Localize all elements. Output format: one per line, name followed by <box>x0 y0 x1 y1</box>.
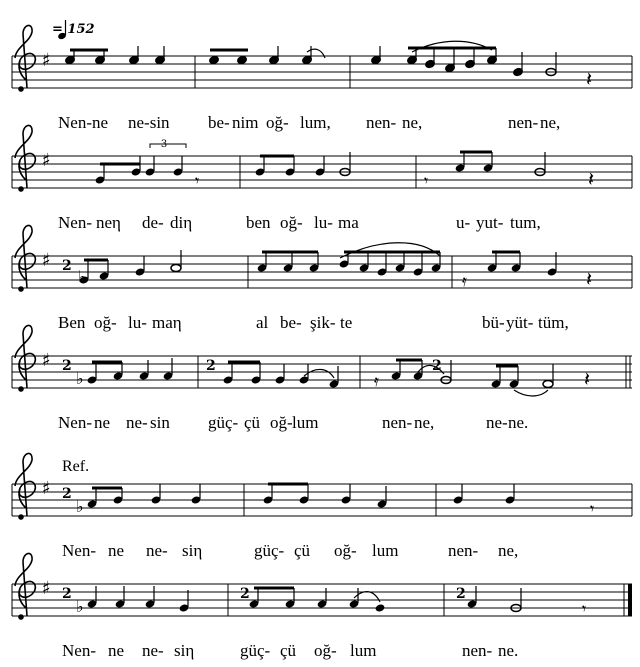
lyric-syllable: Nen- <box>62 641 96 660</box>
lyric-syllable: ne, <box>414 413 435 432</box>
lyric-syllable: tüm, <box>538 313 569 332</box>
svg-text:♯: ♯ <box>42 350 51 371</box>
svg-text:♭: ♭ <box>76 597 84 616</box>
treble-clef-icon <box>15 25 35 91</box>
lyric-syllable: oğ- <box>266 113 289 132</box>
svg-text:𝄾: 𝄾 <box>195 171 200 190</box>
lyric-syllable: ne <box>108 541 125 560</box>
lyric-syllable: Ben <box>58 313 86 332</box>
lyric-syllable: güç- <box>254 541 285 560</box>
svg-text:𝄽: 𝄽 <box>586 267 593 291</box>
svg-text:2: 2 <box>206 358 216 374</box>
svg-text:𝄾: 𝄾 <box>590 499 595 518</box>
lyric-syllable: maη <box>152 313 182 332</box>
lyric-syllable: al <box>256 313 269 332</box>
svg-text:2: 2 <box>240 586 250 602</box>
staff-system-6 <box>12 553 632 619</box>
lyric-syllable: çü <box>294 541 311 560</box>
lyric-syllable: lum <box>372 541 399 560</box>
lyric-syllable: be- <box>280 313 302 332</box>
svg-text:♯: ♯ <box>42 250 51 271</box>
lyric-syllable: lum <box>292 413 319 432</box>
svg-text:𝄽: 𝄽 <box>584 367 591 391</box>
lyric-syllable: diη <box>170 213 193 232</box>
lyric-syllable: lu- <box>128 313 147 332</box>
lyric-syllable: ne- <box>126 413 148 432</box>
lyric-syllable: ne <box>94 413 111 432</box>
lyric-syllable: nim <box>232 113 259 132</box>
tempo-value: = 152 <box>52 22 95 37</box>
tempo-marking <box>52 22 95 37</box>
lyric-syllable: nen- <box>366 113 397 132</box>
lyric-syllable: yut- <box>476 213 504 232</box>
lyric-syllable: şik- <box>310 313 336 332</box>
lyric-syllable: çü <box>244 413 261 432</box>
lyric-syllable: Nen-ne <box>58 113 109 132</box>
quarter-rest-icon: 𝄽 <box>586 67 593 91</box>
lyric-syllable: ne, <box>402 113 423 132</box>
lyric-syllable: oğ- <box>280 213 303 232</box>
lyric-syllable: oğ- <box>270 413 293 432</box>
staff-system-1 <box>12 25 632 91</box>
lyric-syllable: neη <box>96 213 121 232</box>
refrain-label: Ref. <box>62 458 90 475</box>
lyric-syllable: Nen- <box>58 413 92 432</box>
lyric-syllable: siη <box>174 641 195 660</box>
lyric-syllable: ne-sin <box>128 113 170 132</box>
lyric-syllable: ne. <box>498 641 519 660</box>
svg-text:𝄿: 𝄿 <box>374 371 379 390</box>
svg-text:𝄿: 𝄿 <box>462 271 467 290</box>
lyric-syllable: güç- <box>208 413 239 432</box>
lyric-syllable: lum <box>350 641 377 660</box>
lyric-syllable: güç- <box>240 641 271 660</box>
lyric-syllable: oğ- <box>94 313 117 332</box>
svg-text:2: 2 <box>62 486 72 502</box>
svg-text:𝄽: 𝄽 <box>588 167 595 191</box>
lyric-syllable: oğ- <box>314 641 337 660</box>
lyric-syllable: ne, <box>540 113 561 132</box>
key-sharp-icon: ♯ <box>42 50 51 71</box>
svg-text:♭: ♭ <box>76 369 84 388</box>
lyric-syllable: sin <box>150 413 170 432</box>
lyric-syllable: ne. <box>508 413 529 432</box>
svg-text:2: 2 <box>432 358 442 374</box>
lyric-syllable: de- <box>142 213 164 232</box>
lyric-syllable: bü- <box>482 313 505 332</box>
svg-text:𝄾: 𝄾 <box>582 599 587 618</box>
lyric-syllable: Nen- <box>62 541 96 560</box>
lyric-syllable: u- <box>456 213 471 232</box>
svg-text:♯: ♯ <box>42 578 51 599</box>
svg-text:2: 2 <box>456 586 466 602</box>
lyric-syllable: te <box>340 313 353 332</box>
lyric-syllable: tum, <box>510 213 541 232</box>
svg-text:♯: ♯ <box>42 478 51 499</box>
lyric-syllable: ne, <box>498 541 519 560</box>
lyric-syllable: Nen- <box>58 213 92 232</box>
lyric-syllable: yüt- <box>506 313 534 332</box>
staff-system-5 <box>12 453 632 519</box>
lyric-syllable: nen- <box>382 413 413 432</box>
svg-text:♯: ♯ <box>42 150 51 171</box>
svg-text:2: 2 <box>62 586 72 602</box>
lyric-syllable: siη <box>182 541 203 560</box>
staff-system-4 <box>12 325 632 396</box>
lyric-syllable: ne- <box>486 413 508 432</box>
lyric-syllable: ne- <box>142 641 164 660</box>
lyric-syllable: çü <box>280 641 297 660</box>
lyric-syllable: oğ- <box>334 541 357 560</box>
staff-system-2 <box>12 125 632 191</box>
lyric-syllable: ma <box>338 213 359 232</box>
lyric-syllable: ne <box>108 641 125 660</box>
svg-text:♭: ♭ <box>76 497 84 516</box>
svg-text:3: 3 <box>160 139 168 150</box>
lyric-syllable: ben <box>246 213 271 232</box>
lyric-syllable: nen- <box>462 641 493 660</box>
lyric-syllable: nen- <box>508 113 539 132</box>
lyric-syllable: be- <box>208 113 230 132</box>
svg-text:♭: ♭ <box>78 267 86 286</box>
svg-text:2: 2 <box>62 358 72 374</box>
staff-system-3 <box>12 225 632 291</box>
svg-text:2: 2 <box>62 258 72 274</box>
lyric-syllable: nen- <box>448 541 479 560</box>
lyric-syllable: lum, <box>300 113 331 132</box>
lyric-syllable: ne- <box>146 541 168 560</box>
svg-text:𝄾: 𝄾 <box>424 171 429 190</box>
lyric-syllable: lu- <box>314 213 333 232</box>
